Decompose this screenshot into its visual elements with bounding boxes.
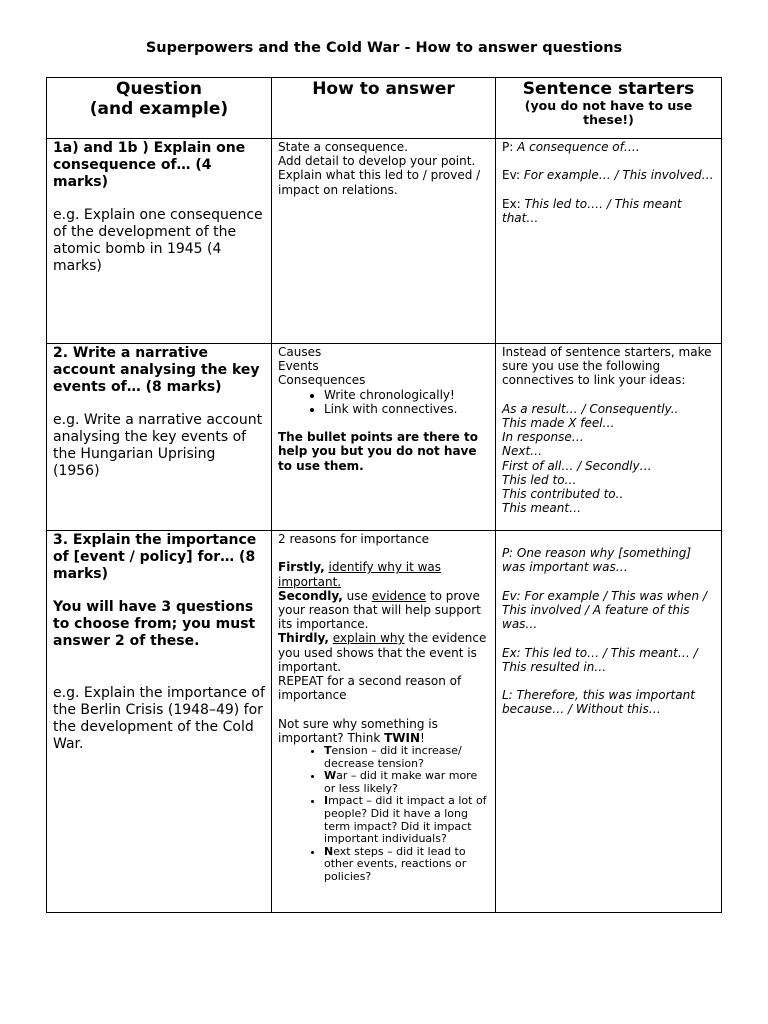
how-secondly: Secondly, use evidence to prove your reason that will help support its importance. [278,588,481,632]
connective: Next… [502,444,543,459]
header-how-to-answer: How to answer [272,78,496,139]
how-line: State a consequence. [278,140,408,154]
sentence-starters-cell [496,344,722,531]
starter-ev: Ev: For example… / This involved… [502,168,714,183]
how-repeat: REPEAT for a second reason of importance [278,674,462,703]
list-item: • Impact – did it impact a lot of people? Did it have a long term impact? Did it impact important individuals? [324,795,489,845]
question-cell [47,531,272,913]
question-title: 3. Explain the importance of [event / policy] for… (8 marks) [53,532,257,582]
starter: L: Therefore, this was important because… / Without this… [502,688,695,717]
connective: As a result… / Consequently.. [502,401,679,416]
list-item: • Link with connectives. [324,402,489,416]
list-item: • War – did it make war more or less likely? [324,770,489,795]
table-header-row [47,78,722,139]
twin-list [278,745,489,884]
question-note: You will have 3 questions to choose from; you must answer 2 of these. [53,599,256,649]
question-cell [47,139,272,344]
list-item: • Tension – did it increase/ decrease tension? [324,745,489,770]
connective: This contributed to.. [502,487,624,502]
starter: Ex: This led to… / This meant… / This resulted in… [502,645,698,674]
how-line: Add detail to develop your point. [278,154,476,169]
table-row [47,344,722,531]
question-cell [47,344,272,531]
how-line: Consequences [278,373,366,388]
how-line: Events [278,359,319,374]
how-intro: 2 reasons for importance [278,532,429,546]
how-to-answer-cell [272,344,496,531]
how-note: The bullet points are there to help you but you do not have to use them. [278,430,478,473]
starter-p: P: A consequence of…. [502,140,640,154]
question-title: 1a) and 1b ) Explain one consequence of… (4 marks) [53,140,246,190]
table-row [47,531,722,913]
how-firstly: Firstly, identify why it was important. [278,560,442,589]
question-example: e.g. Explain one consequence of the development of the atomic bomb in 1945 (4 marks) [53,207,263,274]
starter: Ev: For example / This was when / This involved / A feature of this was… [502,588,707,632]
table-row [47,139,722,344]
connective: First of all… / Secondly… [502,458,652,473]
page-title: Superpowers and the Cold War - How to answer questions [145,40,623,56]
question-example: e.g. Write a narrative account analysing the key events of the Hungarian Uprising (1956) [53,412,263,479]
starter-ex: Ex: This led to…. / This meant that… [502,196,682,225]
how-to-answer-cell [272,531,496,913]
list-item: • Write chronologically! [324,388,489,402]
twin-intro: Not sure why something is important? Think TWIN! [278,716,438,745]
how-bullets [278,388,489,416]
connective: This made X feel… [502,416,615,430]
header-sentence-starters: Sentence starters (you do not have to use these!) [496,78,722,139]
header-question: Question (and example) [47,78,272,139]
sentence-starters-cell [496,531,722,913]
how-to-answer-cell [272,139,496,344]
how-line: Causes [278,345,322,359]
connective: This meant… [502,501,582,516]
how-line: Explain what this led to / proved / impact on relations. [278,168,481,197]
starter: P: One reason why [something] was important was… [502,546,692,575]
connective: This led to… [502,472,577,487]
question-title: 2. Write a narrative account analysing the key events of… (8 marks) [53,345,260,395]
sentence-starters-cell [496,139,722,344]
guide-table [46,77,722,913]
how-thirdly: Thirdly, explain why the evidence you used shows that the event is important. [278,631,487,674]
question-example: e.g. Explain the importance of the Berlin Crisis (1948–49) for the development of the Cold War. [53,685,265,752]
list-item: • Next steps – did it lead to other events, reactions or policies? [324,846,489,884]
connective: In response… [502,430,584,445]
connectives-intro: Instead of sentence starters, make sure you use the following connectives to link your ideas: [502,345,712,388]
